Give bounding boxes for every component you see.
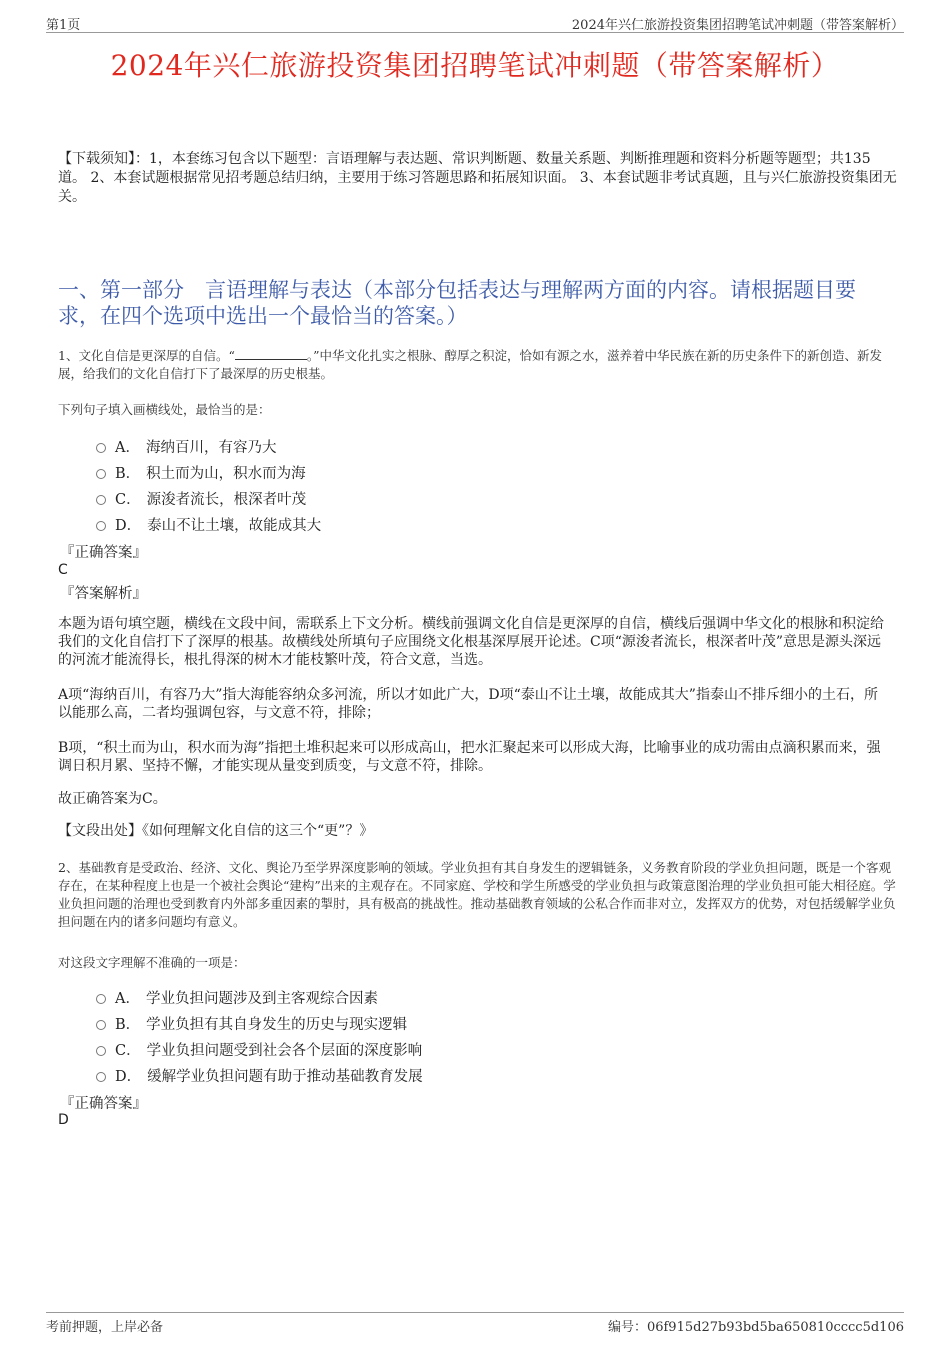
option-text: 学业负担问题受到社会各个层面的深度影响 [146, 1042, 423, 1059]
radio-icon[interactable] [96, 469, 106, 479]
passage-source: 【文段出处】《如何理解文化自信的这三个“更”？》 [58, 823, 374, 839]
question-2-prompt: 对这段文字理解不准确的一项是： [58, 955, 246, 970]
option-letter: D． [115, 517, 142, 534]
analysis-label: 『答案解析』 [60, 586, 147, 602]
option-text: 源浚者流长，根深者叶茂 [146, 491, 307, 508]
question-1-prompt: 下列句子填入画横线处，最恰当的是： [58, 402, 271, 417]
option-letter: C． [115, 1042, 141, 1059]
radio-icon[interactable] [96, 1046, 106, 1056]
page-footer [46, 1312, 904, 1333]
radio-icon[interactable] [96, 1072, 106, 1082]
option-text: 缓解学业负担问题有助于推动基础教育发展 [147, 1068, 423, 1085]
option-letter: D． [115, 1068, 142, 1085]
option-text: 泰山不让土壤，故能成其大 [147, 517, 322, 534]
correct-answer: D [58, 1112, 69, 1128]
question-2-stem: 2、基础教育是受政治、经济、文化、舆论乃至学界深度影响的领域。学业负担有其自身发生的逻辑链条，义务教育阶段的学业负担问题，既是一个客观存在，在某种程度上也是一个被社会舆论“建构”出来的主观存在。不同家庭、学校和学生所感受的学业负担与政策意图治理的学业负担可能大相径庭。学业负担问题的治理也受到教育内外部多重因素的掣肘，具有极高的挑战性。推动基础教育领域的公私合作而非对立，发挥双方的优势，对包括缓解学业负担问题在内的诸多问题均有意义。 [58, 860, 896, 929]
option-a[interactable] [96, 984, 423, 1010]
fill-blank [235, 347, 307, 360]
option-letter: A． [115, 990, 140, 1007]
question-1-stem-after: 。”中华文化扎实之根脉、醇厚之积淀，恰如有源之水，滋养着中华民族在新的历史条件下的新创造、新发展，给我们的文化自信打下了最深厚的历史根基。 [58, 348, 883, 381]
option-text: 积土而为山，积水而为海 [146, 465, 306, 482]
question-1-stem-before: 1、文化自信是更深厚的自信。“ [58, 348, 235, 363]
option-letter: C． [115, 491, 141, 508]
option-d[interactable] [96, 511, 321, 537]
page-title: 2024年兴仁旅游投资集团招聘笔试冲刺题（带答案解析） [110, 49, 840, 82]
analysis-conclusion: 故正确答案为C。 [58, 791, 167, 807]
answer-label: 『正确答案』 [60, 1096, 147, 1112]
option-text: 学业负担有其自身发生的历史与现实逻辑 [146, 1016, 408, 1033]
correct-answer: C [58, 562, 68, 578]
option-text: 海纳百川，有容乃大 [145, 439, 277, 456]
radio-icon[interactable] [96, 521, 106, 531]
radio-icon[interactable] [96, 1020, 106, 1030]
radio-icon[interactable] [96, 994, 106, 1004]
question-1-options [96, 433, 321, 537]
footer-doc-id: 编号：06f915d27b93bd5ba650810cccc5d106 [607, 1320, 904, 1335]
option-b[interactable] [96, 459, 321, 485]
radio-icon[interactable] [96, 443, 106, 453]
option-c[interactable] [96, 485, 321, 511]
answer-label: 『正确答案』 [60, 545, 147, 561]
radio-icon[interactable] [96, 495, 106, 505]
option-letter: B． [115, 1016, 141, 1033]
page-header [46, 12, 904, 33]
page-number: 第1页 [46, 18, 81, 33]
option-c[interactable] [96, 1036, 423, 1062]
analysis-paragraph: B项，“积土而为山，积水而为海”指把土堆积起来可以形成高山，把水汇聚起来可以形成大海，比喻事业的成功需由点滴积累而来，强调日积月累、坚持不懈，才能实现从量变到质变，与文意不符，排除。 [58, 740, 881, 774]
footer-slogan: 考前押题，上岸必备 [46, 1320, 164, 1335]
option-text: 学业负担问题涉及到主客观综合因素 [145, 990, 378, 1007]
analysis-paragraph: A项“海纳百川，有容乃大”指大海能容纳众多河流，所以才如此广大，D项“泰山不让土壤，故能成其大”指泰山不排斥细小的土石，所以能那么高，二者均强调包容，与文意不符，排除； [58, 687, 878, 721]
option-letter: A． [115, 439, 140, 456]
header-doc-title: 2024年兴仁旅游投资集团招聘笔试冲刺题（带答案解析） [571, 18, 904, 33]
option-d[interactable] [96, 1062, 423, 1088]
option-a[interactable] [96, 433, 321, 459]
download-notice: 【下载须知】：1，本套练习包含以下题型：言语理解与表达题、常识判断题、数量关系题、判断推理题和资料分析题等题型；共135道。 2、本套试题根据常见招考题总结归纳，主要用于练习答题思路和拓展知识面。 3、本套试题非考试真题，且与兴仁旅游投资集团无关。 [58, 151, 897, 205]
analysis-paragraph: 本题为语句填空题，横线在文段中间，需联系上下文分析。横线前强调文化自信是更深厚的自信，横线后强调中华文化的根脉和积淀给我们的文化自信打下了深厚的根基。故横线处所填句子应围绕文化根基深厚展开论述。C项“源浚者流长，根深者叶茂”意思是源头深远的河流才能流得长，根扎得深的树木才能枝繁叶茂，符合文意，当选。 [58, 616, 884, 668]
section-heading: 一、第一部分 言语理解与表达（本部分包括表达与理解两方面的内容。请根据题目要求，在四个选项中选出一个最恰当的答案。） [58, 278, 856, 328]
option-letter: B． [115, 465, 141, 482]
question-2-options [96, 984, 423, 1088]
question-1-stem [58, 347, 900, 383]
option-b[interactable] [96, 1010, 423, 1036]
